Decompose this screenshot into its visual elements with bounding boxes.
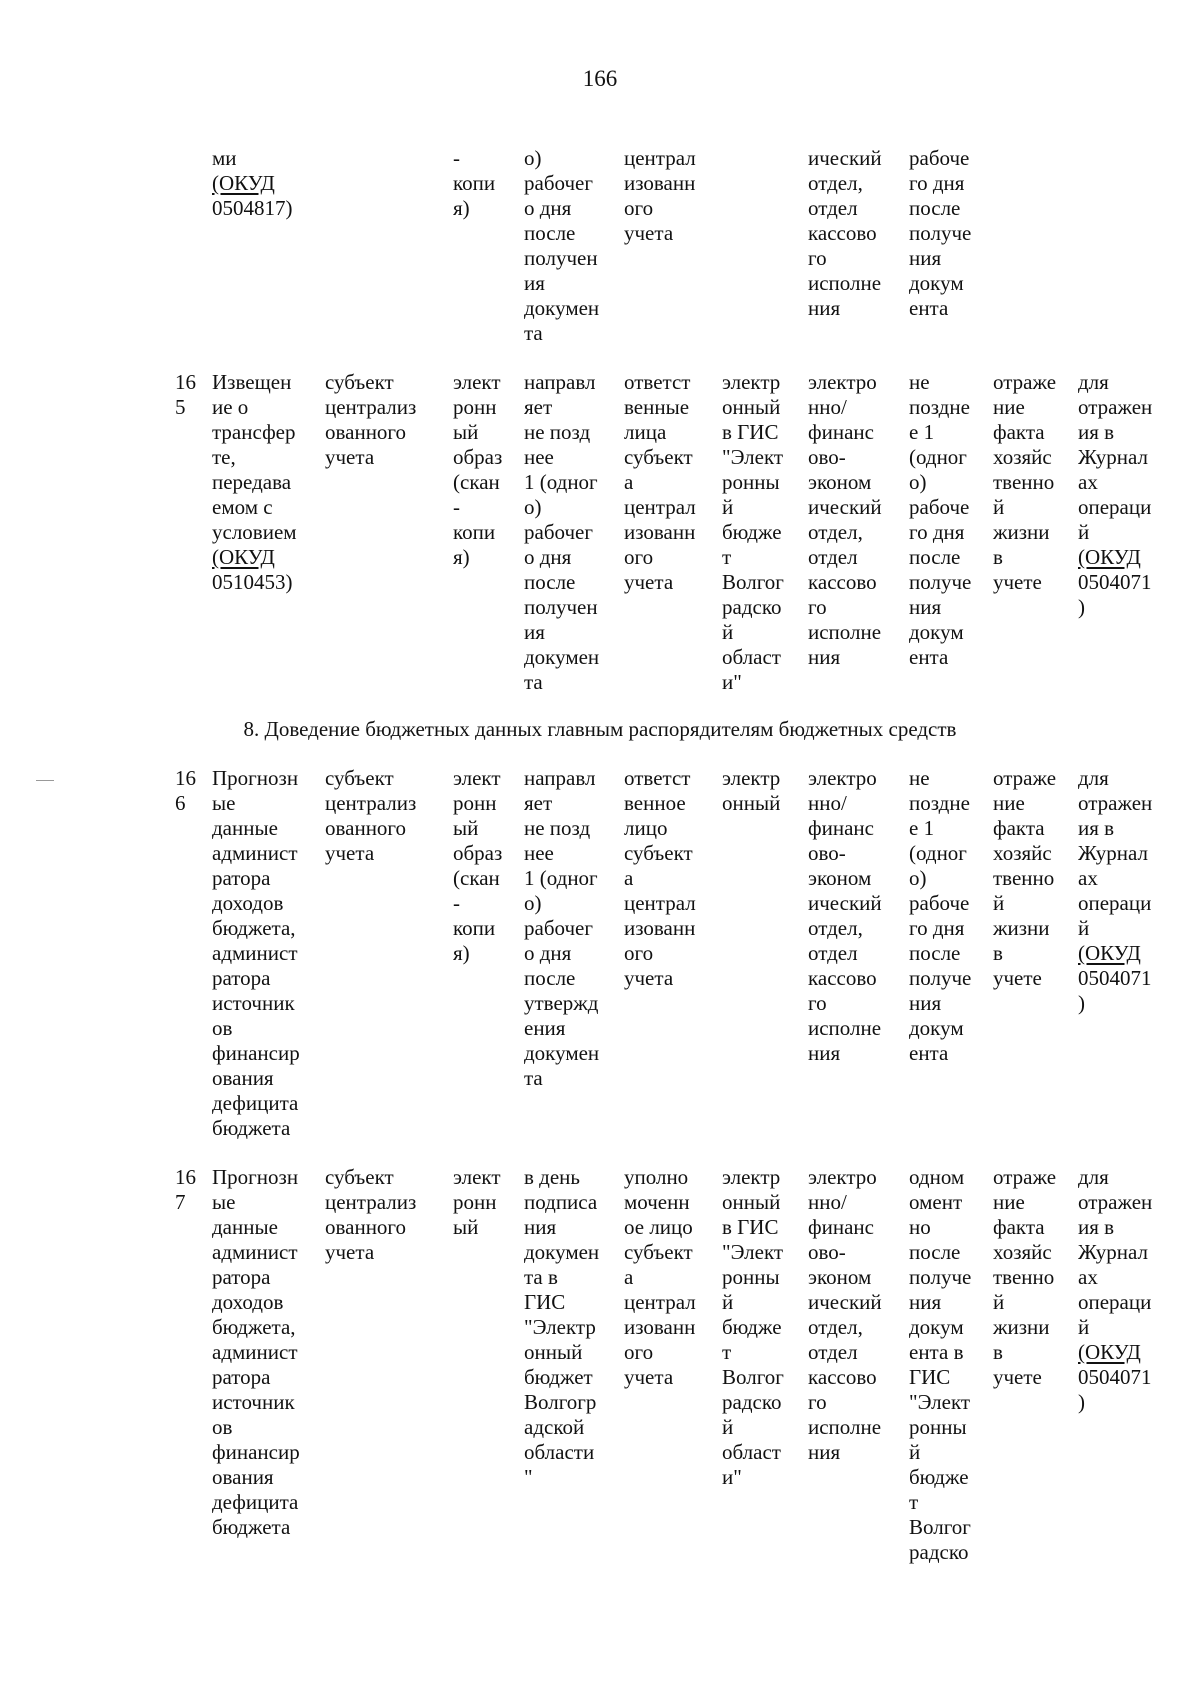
creator-cell: субъект централиз ованного учета	[325, 370, 417, 469]
recipient-cell: электро нно/ финанс ово- эконом ический отдел, отдел кассово го исполне ния	[808, 766, 882, 1065]
purpose-cell: отраже ние факта хозяйс твенно й жизни в учете	[993, 370, 1057, 594]
document-name-cell: ми (ОКУД 0504817)	[212, 146, 293, 220]
register-cell: для отражен ия в Журнал ах операци й (ОКУД 0504071 )	[1078, 766, 1153, 1015]
row-number: 16 6	[175, 766, 196, 815]
deadline-cell: о) рабочег о дня после получен ия докумен та	[524, 146, 600, 345]
recipient-cell: электро нно/ финанс ово- эконом ический отдел, отдел кассово го исполне ния	[808, 1165, 882, 1464]
deadline-cell: в день подписа ния докумен та в ГИС "Электр онный бюджет Волгогр адской области "	[524, 1165, 600, 1489]
processing-deadline-cell: одном омент но после получе ния докум ента в ГИС "Элект ронны й бюдже т Волгог радско	[909, 1165, 972, 1564]
format-cell: элект ронн ый	[453, 1165, 501, 1239]
processing-deadline-cell: не поздне е 1 (одног о) рабоче го дня после получе ния докум ента	[909, 370, 972, 669]
purpose-cell: отраже ние факта хозяйс твенно й жизни в учете	[993, 1165, 1057, 1389]
transfer-method-cell: электр онный в ГИС "Элект ронны й бюдже т Волгог радско й област и"	[722, 1165, 784, 1489]
transfer-method-cell: электр онный	[722, 766, 781, 815]
section-heading: 8. Доведение бюджетных данных главным распорядителям бюджетных средств	[243, 717, 957, 741]
purpose-cell: отраже ние факта хозяйс твенно й жизни в учете	[993, 766, 1057, 990]
row-number: 16 7	[175, 1165, 196, 1214]
register-cell: для отражен ия в Журнал ах операци й (ОКУД 0504071 )	[1078, 370, 1153, 619]
register-cell: для отражен ия в Журнал ах операци й (ОКУД 0504071 )	[1078, 1165, 1153, 1414]
document-name-cell: Прогнозн ые данные админист ратора доходов бюджета, админист ратора источник ов финансир ования дефицита бюджета	[212, 766, 300, 1140]
format-cell: элект ронн ый образ (скан - копи я)	[453, 766, 503, 965]
row-number: 16 5	[175, 370, 196, 419]
margin-mark	[36, 780, 54, 781]
document-name-cell: Извещен ие о трансфер те, передава емом с условием (ОКУД 0510453)	[212, 370, 297, 594]
processing-deadline-cell: рабоче го дня после получе ния докум ента	[909, 146, 972, 320]
responsible-cell: ответст венное лицо субъект а централ изованн ого учета	[624, 766, 696, 990]
format-cell: - копи я)	[453, 146, 496, 220]
recipient-cell: ический отдел, отдел кассово го исполне ния	[808, 146, 882, 320]
deadline-cell: направл яет не позд нее 1 (одног о) рабочег о дня после получен ия докумен та	[524, 370, 600, 694]
creator-cell: субъект централиз ованного учета	[325, 1165, 417, 1264]
deadline-cell: направл яет не позд нее 1 (одног о) рабочег о дня после утвержд ения докумен та	[524, 766, 600, 1090]
creator-cell: субъект централиз ованного учета	[325, 766, 417, 865]
responsible-cell: уполно моченн ое лицо субъект а централ изованн ого учета	[624, 1165, 696, 1389]
recipient-cell: электро нно/ финанс ово- эконом ический отдел, отдел кассово го исполне ния	[808, 370, 882, 669]
processing-deadline-cell: не поздне е 1 (одног о) рабоче го дня после получе ния докум ента	[909, 766, 972, 1065]
responsible-cell: ответст венные лица субъект а централ изованн ого учета	[624, 370, 696, 594]
document-name-cell: Прогнозн ые данные админист ратора доходов бюджета, админист ратора источник ов финансир ования дефицита бюджета	[212, 1165, 300, 1539]
page-number: 166	[582, 66, 618, 91]
responsible-cell: централ изованн ого учета	[624, 146, 696, 245]
format-cell: элект ронн ый образ (скан - копи я)	[453, 370, 503, 569]
transfer-method-cell: электр онный в ГИС "Элект ронны й бюдже т Волгог радско й област и"	[722, 370, 784, 694]
